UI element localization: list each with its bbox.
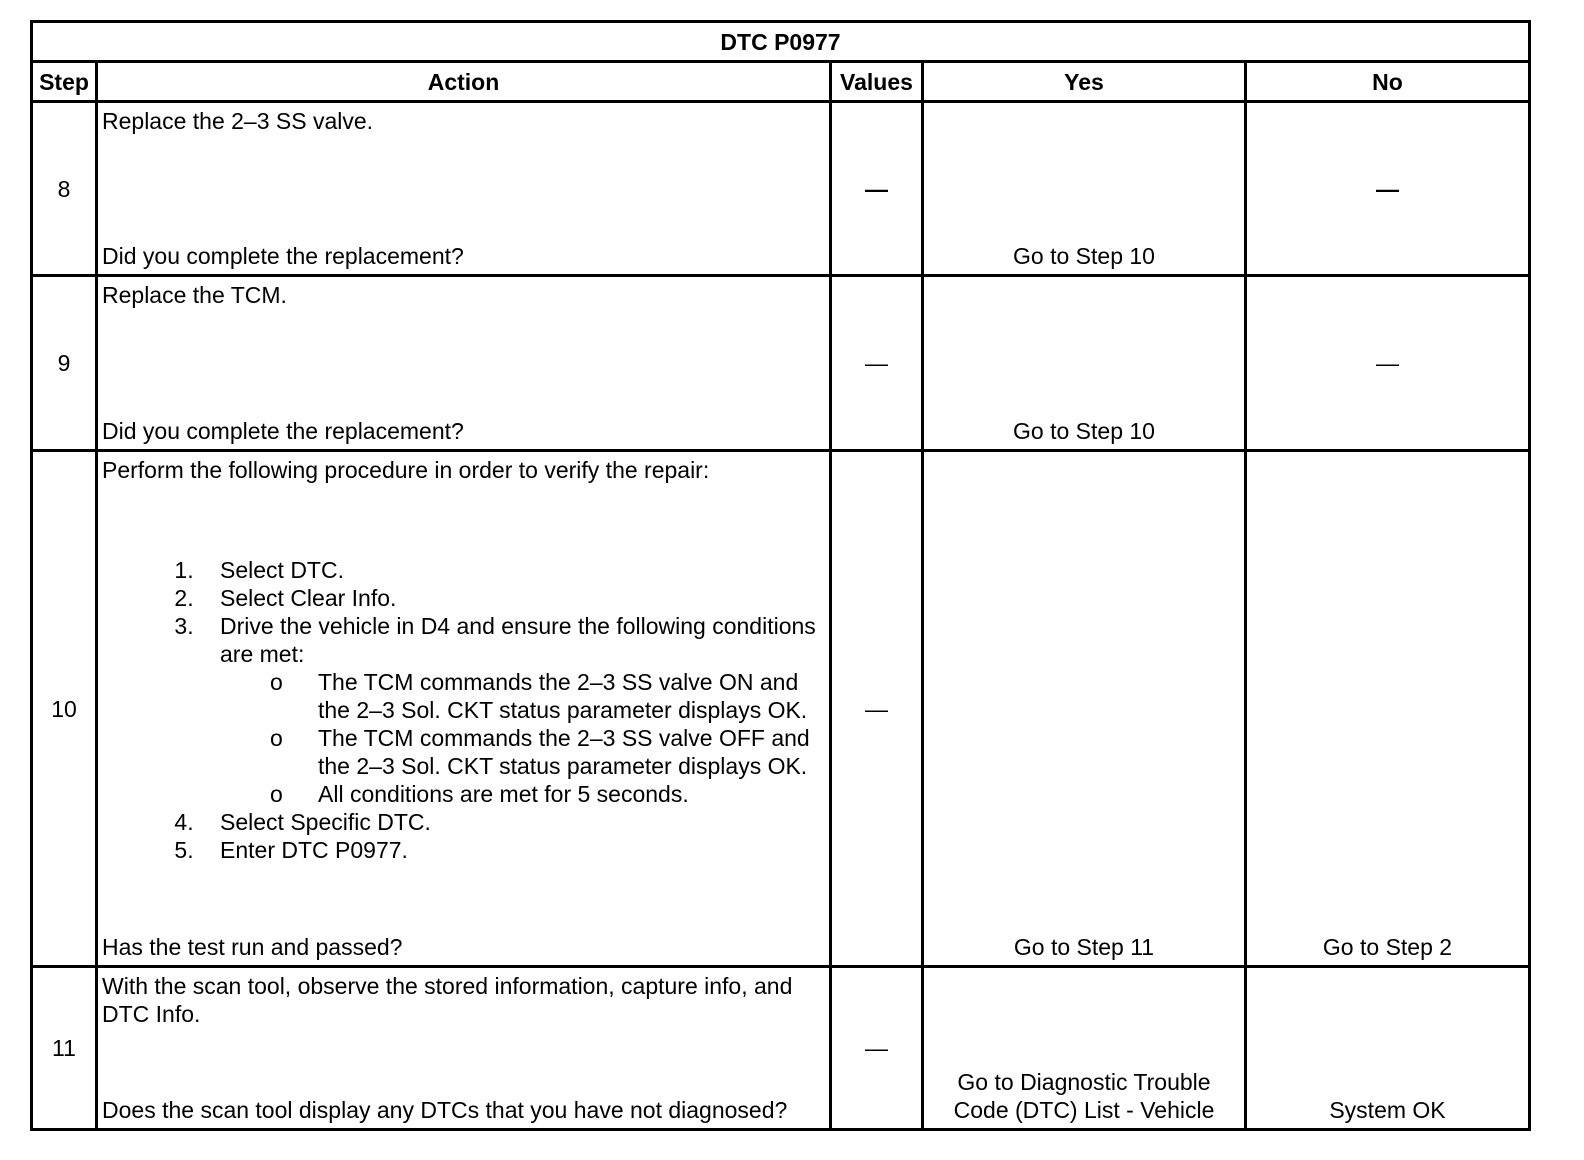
table-row [32, 967, 1530, 1130]
condition-item: o The TCM commands the 2–3 SS valve OFF and the 2–3 Sol. CKT status parameter displays OK. [220, 724, 825, 780]
table-title: DTC P0977 [32, 22, 1530, 62]
conditions-list [220, 668, 825, 808]
step-number: 8 [32, 102, 97, 276]
dtc-table [30, 20, 1531, 1131]
procedure-step: 4. Select Specific DTC. [200, 808, 825, 836]
no-cell: — [1246, 276, 1530, 451]
procedure-step: 2. Select Clear Info. [200, 584, 825, 612]
action-question: Did you complete the replacement? [102, 243, 464, 269]
header-action: Action [97, 62, 831, 102]
step-number: 11 [32, 967, 97, 1130]
no-cell: Go to Step 2 [1246, 451, 1530, 967]
yes-cell: Go to Diagnostic Trouble Code (DTC) List - Vehicle [923, 967, 1246, 1130]
values-cell: — [831, 276, 923, 451]
action-instruction: With the scan tool, observe the stored information, capture info, and DTC Info. [102, 973, 793, 1027]
action-cell [97, 967, 831, 1130]
header-values: Values [831, 62, 923, 102]
action-instruction: Perform the following procedure in order to verify the repair: [102, 457, 710, 483]
action-instruction: Replace the TCM. [102, 282, 287, 308]
action-cell [97, 276, 831, 451]
yes-cell: Go to Step 11 [923, 451, 1246, 967]
values-cell: — [831, 451, 923, 967]
action-question: Did you complete the replacement? [102, 418, 464, 444]
step-number: 10 [32, 451, 97, 967]
procedure-step: 1. Select DTC. [200, 556, 825, 584]
action-instruction: Replace the 2–3 SS valve. [102, 108, 374, 134]
condition-item: o All conditions are met for 5 seconds. [220, 780, 825, 808]
action-question: Has the test run and passed? [102, 934, 403, 960]
header-row [32, 62, 1530, 102]
step-number: 9 [32, 276, 97, 451]
procedure-list [102, 556, 825, 864]
values-cell: — [831, 967, 923, 1130]
table-row [32, 102, 1530, 276]
procedure-step: 5. Enter DTC P0977. [200, 836, 825, 864]
procedure-step-text: Drive the vehicle in D4 and ensure the following conditions are met: [220, 612, 816, 667]
yes-cell: Go to Step 10 [923, 276, 1246, 451]
header-no: No [1246, 62, 1530, 102]
values-cell: — [831, 102, 923, 276]
no-cell: System OK [1246, 967, 1530, 1130]
action-cell [97, 102, 831, 276]
no-cell: — [1246, 102, 1530, 276]
table-row [32, 276, 1530, 451]
yes-cell: Go to Step 10 [923, 102, 1246, 276]
condition-item: o The TCM commands the 2–3 SS valve ON and the 2–3 Sol. CKT status parameter displays OK. [220, 668, 825, 724]
procedure-step [200, 612, 825, 808]
action-question: Does the scan tool display any DTCs that you have not diagnosed? [102, 1097, 788, 1123]
table-row [32, 451, 1530, 967]
header-yes: Yes [923, 62, 1246, 102]
title-row [32, 22, 1530, 62]
action-cell [97, 451, 831, 967]
header-step: Step [32, 62, 97, 102]
